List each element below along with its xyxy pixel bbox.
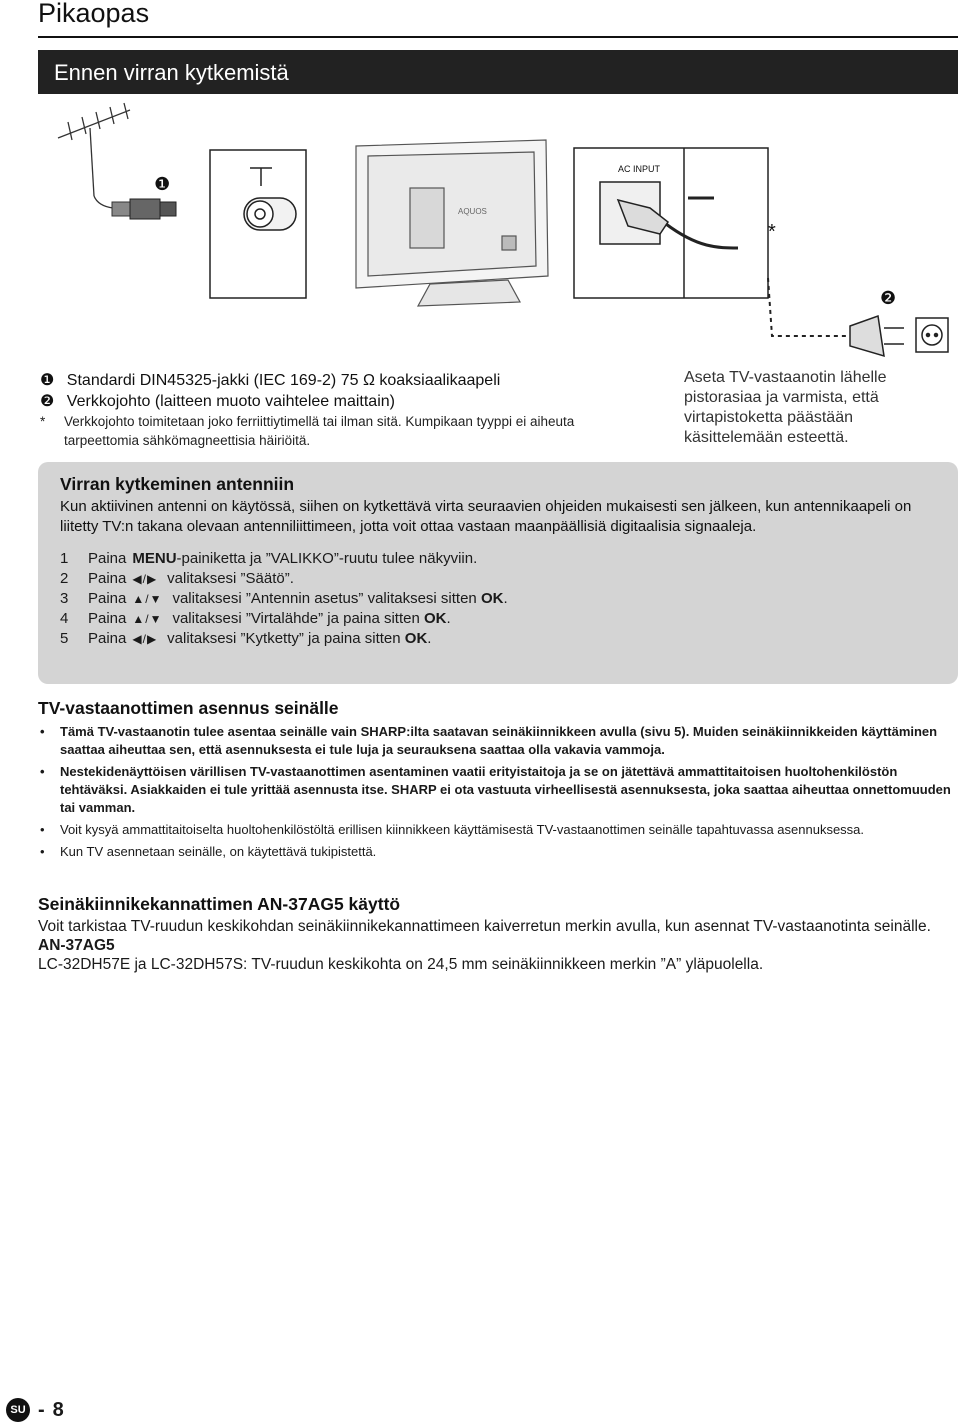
- menu-key: MENU: [132, 550, 177, 567]
- wall-mount-list: [38, 723, 958, 861]
- marker-1-label: ❶: [40, 372, 55, 389]
- list-item: • Tämä TV-vastaanotin tulee asentaa seinälle vain SHARP:ilta saatavan seinäkiinnikkeen avulla (sivu 5). Muiden seinäkiinnikkeiden käyttäminen saattaa aiheuttaa sen, että asennuksesta ei tule luja ja seurauksena saattaa olla vakavia vammoja.: [38, 723, 958, 759]
- step-text: valitaksesi ”Antennin asetus” valitaksesi sitten: [172, 590, 481, 607]
- step-2: [60, 569, 936, 589]
- ac-panel-icon: [574, 148, 768, 298]
- ok-key: OK: [404, 630, 428, 647]
- bracket-text: Voit tarkistaa TV-ruudun keskikohdan seinäkiinnikekannattimeen kaiverretun merkin avulla, kun asennat TV-vastaanotinta seinälle.: [38, 918, 931, 935]
- bracket-model-text: LC-32DH57E ja LC-32DH57S: TV-ruudun keskikohta on 24,5 mm seinäkiinnikkeen merkin ”A” yläpuolella.: [38, 956, 764, 973]
- step-number: 4: [60, 610, 69, 627]
- step-text: -painiketta ja ”VALIKKO”-ruutu tulee näkyviin.: [176, 550, 478, 567]
- antenna-power-box: [38, 462, 958, 684]
- connection-illustration: [38, 98, 958, 368]
- step-end: .: [503, 590, 508, 607]
- list-item: • Kun TV asennetaan seinälle, on käytettävä tukipistettä.: [38, 843, 958, 861]
- step-number: 1: [60, 550, 69, 567]
- step-1: [60, 549, 936, 569]
- up-down-arrows-icon: ▲/▼: [132, 612, 163, 626]
- step-verb: Paina: [88, 570, 127, 587]
- page-title: Pikaopas: [38, 0, 150, 28]
- up-down-arrows-icon: ▲/▼: [132, 592, 163, 606]
- step-verb: Paina: [88, 610, 127, 627]
- page-number: 8: [52, 1398, 64, 1421]
- title-divider: [38, 36, 958, 38]
- marker-2-label: ❷: [40, 393, 55, 410]
- step-4: [60, 609, 936, 629]
- step-number: 2: [60, 570, 69, 587]
- antenna-power-title: Virran kytkeminen antenniin: [60, 474, 295, 494]
- step-verb: Paina: [88, 630, 127, 647]
- step-verb: Paina: [88, 590, 127, 607]
- step-text: valitaksesi ”Kytketty” ja paina sitten: [167, 630, 405, 647]
- bracket-section: [38, 894, 958, 975]
- legend-note-text: Verkkojohto toimitetaan joko ferriittiytimellä tai ilman sitä. Kumpikaan tyyppi ei aiheuta tarpeettomia sähkömagneettisia häiriöitä.: [64, 414, 575, 448]
- section-banner: Ennen virran kytkemistä: [38, 50, 958, 94]
- legend: [40, 370, 640, 450]
- bracket-title: Seinäkiinnikekannattimen AN-37AG5 käyttö: [38, 894, 401, 914]
- outlet-notice: Aseta TV-vastaanotin lähelle pistorasiaa ja varmista, että virtapistoketta päästään käsittelemään esteettä.: [684, 369, 887, 446]
- legend-item-1-text: Standardi DIN45325-jakki (IEC 169-2) 75 Ω koaksiaalikaapeli: [66, 372, 501, 389]
- page-separator: -: [38, 1398, 45, 1421]
- language-badge-icon: SU: [6, 1398, 30, 1422]
- page-footer: [6, 1398, 64, 1422]
- step-end: .: [427, 630, 432, 647]
- legend-item-2: [40, 391, 640, 412]
- note-asterisk: *: [40, 414, 46, 429]
- coax-plug-icon: [112, 199, 176, 219]
- wall-mount-section: [38, 698, 958, 865]
- antenna-power-intro: Kun aktiivinen antenni on käytössä, siihen on kytkettävä virta seuraavien ohjeiden mukaisesti sen jälkeen, kun antennikaapeli on liitetty TV:n takana olevaan antenniliittimeen, jotta voit ottaa vastaan maanpäällisiä digitaalisia signaaleja.: [60, 498, 912, 535]
- marker-1: ❶: [154, 174, 171, 194]
- legend-note: [40, 412, 640, 450]
- antenna-icon: [58, 103, 130, 208]
- tv-rear-icon: [356, 140, 548, 306]
- step-3: [60, 589, 936, 609]
- step-end: .: [446, 610, 451, 627]
- legend-item-2-text: Verkkojohto (laitteen muoto vaihtelee maittain): [66, 393, 395, 410]
- antenna-socket-icon: [210, 150, 306, 298]
- power-plug-icon: [850, 316, 904, 356]
- bracket-model: AN-37AG5: [38, 937, 115, 954]
- step-5: [60, 629, 936, 649]
- ok-key: OK: [480, 590, 504, 607]
- ac-input-label: AC INPUT: [618, 164, 661, 174]
- left-right-arrows-icon: ◀/▶: [132, 632, 158, 646]
- wall-mount-title: TV-vastaanottimen asennus seinälle: [38, 698, 339, 718]
- power-cord-dashed: [768, 278, 850, 336]
- step-text: valitaksesi ”Virtalähde” ja paina sitten: [172, 610, 424, 627]
- legend-item-1: [40, 370, 640, 391]
- wall-outlet-icon: [916, 318, 948, 352]
- list-item: • Voit kysyä ammattitaitoiselta huoltohenkilöstöltä erillisen kiinnikkeen käyttämisestä TV-vastaanottimen seinälle tapahtuvassa asennuksessa.: [38, 821, 958, 839]
- asterisk-marker: *: [768, 221, 776, 243]
- step-list: [60, 549, 936, 649]
- step-number: 5: [60, 630, 69, 647]
- left-right-arrows-icon: ◀/▶: [132, 572, 158, 586]
- list-item: • Nestekidenäyttöisen värillisen TV-vastaanottimen asentaminen vaatii erityistaitoja ja se on jätettävä ammattitaitoisen huoltohenkilöstön tehtäväksi. Asiakkaiden ei tule yrittää asennusta itse. SHARP ei ota vastuuta virheellisestä asennuksesta, joka saattaa aiheuttaa onnettomuuden tai vamman.: [38, 763, 958, 817]
- marker-2: ❷: [880, 288, 897, 308]
- step-text: valitaksesi ”Säätö”.: [167, 570, 294, 587]
- step-verb: Paina: [88, 550, 127, 567]
- step-number: 3: [60, 590, 69, 607]
- brand-label: AQUOS: [458, 207, 487, 216]
- ok-key: OK: [424, 610, 447, 627]
